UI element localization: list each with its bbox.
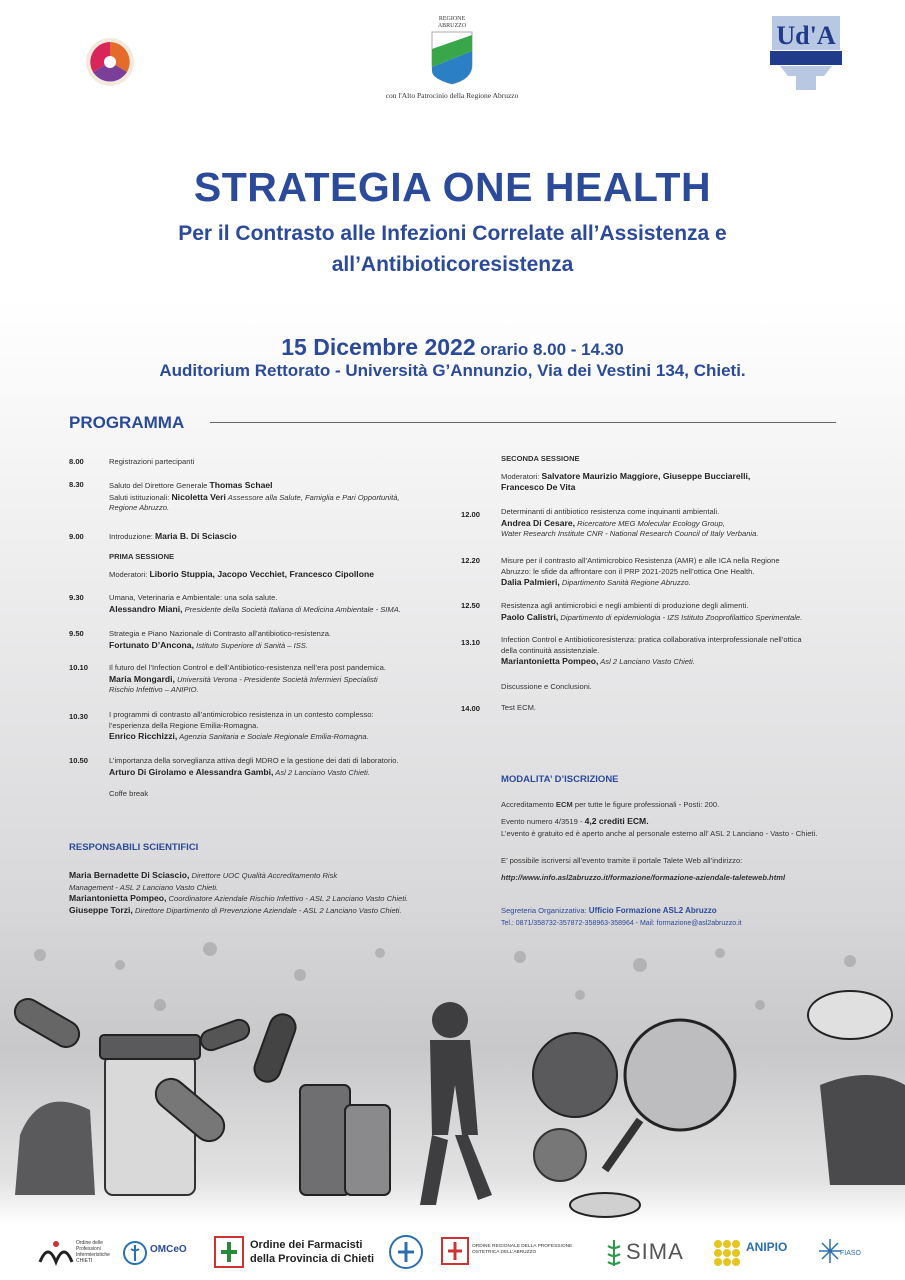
time-12-00: 12.00: [461, 510, 481, 519]
speaker-name: Enrico Ricchizzi,: [109, 731, 178, 741]
speaker-name: Maria Mongardi,: [109, 673, 175, 684]
program-item: [109, 629, 331, 651]
segreteria: [501, 906, 717, 917]
speaker-affiliation: Rischio Infettivo – ANIPIO.: [109, 685, 199, 694]
program-text: Umana, Veterinaria e Ambientale: una sola salute.: [109, 593, 278, 602]
program-text: Saluti istituzionali:: [109, 492, 172, 502]
program-item: [501, 601, 802, 623]
program-item: [501, 507, 758, 540]
program-text: I programmi di contrasto all’antimicrobico resistenza in un contesto complesso:: [109, 710, 374, 719]
speaker-name: Dalia Palmieri,: [501, 577, 560, 587]
farmacisti-text: [250, 1238, 374, 1266]
time-8-00: 8.00: [69, 457, 84, 466]
time-9-50: 9.50: [69, 629, 84, 638]
speaker-affiliation: Asl 2 Lanciano Vasto Chieti.: [598, 657, 695, 666]
program-text: Infection Control e Antibioticoresistenza: pratica collaborativa interprofessionale nell’ottica: [501, 635, 802, 644]
moderators-names: Francesco De Vita: [501, 482, 576, 492]
speaker-affiliation: Management - ASL 2 Lanciano Vasto Chieti.: [69, 882, 219, 892]
event-time: orario 8.00 - 14.30: [480, 340, 624, 359]
time-10-10: 10.10: [69, 663, 89, 672]
speaker-name: Nicoletta Veri: [171, 491, 226, 502]
program-item: [109, 756, 399, 778]
discussione: Discussione e Conclusioni.: [501, 682, 592, 691]
program-text: Il futuro del l’Infection Control e dell’Antibiotico-resistenza nell’era post pandemica.: [109, 663, 386, 672]
iscrizione-credits: 4,2 crediti ECM.: [584, 816, 649, 826]
speaker-affiliation: Dipartimento di epidemiologia - IZS Istituto Zooprofilattico Sperimentale.: [558, 612, 803, 622]
time-9-30: 9.30: [69, 593, 84, 602]
farmacisti-line: Ordine dei Farmacisti: [250, 1239, 363, 1251]
speaker-affiliation: Istituto Superiore di Sanità – ISS.: [193, 640, 308, 650]
speaker-affiliation: Università Verona - Presidente Società Infermieri Specialisti: [174, 674, 378, 684]
time-12-20: 12.20: [461, 556, 481, 565]
event-date: [0, 334, 905, 361]
speaker-name: Fortunato D’Ancona,: [109, 639, 194, 650]
cow-silhouette-icon: [820, 1075, 905, 1185]
moderators-names: Liborio Stuppia, Jacopo Vecchiet, Francesco Cipollone: [149, 568, 374, 579]
regione-label-1: REGIONE: [438, 16, 466, 22]
uda-logo: [770, 16, 842, 90]
speaker-affiliation: Asl 2 Lanciano Vasto Chieti.: [273, 767, 370, 777]
program-text: Abruzzo: le sfide da affrontare con il PRP 2021-2025 nell’ottica One Health.: [501, 566, 755, 576]
hand-paw-circle-icon: [533, 1033, 617, 1117]
program-item: [109, 663, 386, 696]
speaker-name: Maria Bernadette Di Sciascio,: [69, 870, 190, 880]
one-health-illustration: [0, 935, 905, 1225]
moderators-label: Moderatori:: [501, 471, 542, 481]
program-text: Resistenza agli antimicrobici e negli ambienti di produzione degli alimenti.: [501, 601, 749, 610]
iscrizione-evento: [501, 816, 649, 828]
svg-text:Ud'A: Ud'A: [776, 21, 836, 50]
responsabili-heading: RESPONSABILI SCIENTIFICI: [69, 842, 199, 853]
omceo-logo-icon: [122, 1240, 148, 1271]
medical-seal-icon: [388, 1234, 424, 1275]
moderators-label: Moderatori:: [109, 569, 150, 579]
farmacisti-line: della Provincia di Chieti: [250, 1253, 375, 1265]
speaker-name: Arturo Di Girolamo e Alessandra Gambi,: [109, 766, 274, 777]
farmacisti-logo-icon: [214, 1236, 244, 1273]
program-item: [109, 531, 237, 543]
iscrizione-text: Evento numero 4/3519 -: [501, 817, 585, 826]
time-8-30: 8.30: [69, 480, 84, 489]
speaker-affiliation: Presidente della Società Italiana di Medicina Ambientale - SIMA.: [182, 604, 401, 614]
programma-heading: PROGRAMMA: [69, 413, 185, 432]
program-text: Misure per il contrasto all’Antimicrobico Resistenza (AMR) e alle ICA nella Regione: [501, 556, 780, 565]
speaker-name: Andrea Di Cesare,: [501, 517, 576, 528]
speaker-name: Mariantonietta Pompeo,: [69, 893, 167, 903]
tablet-icon: [808, 991, 892, 1039]
event-venue: Auditorium Rettorato - Università G’Annunzio, Via dei Vestini 134, Chieti.: [159, 361, 746, 380]
session-block: [501, 454, 750, 494]
coffee-break: Coffe break: [109, 789, 149, 798]
speaker-name: Mariantonietta Pompeo,: [501, 656, 599, 666]
page-title: STRATEGIA ONE HEALTH: [193, 164, 712, 210]
sima-text: SIMA: [626, 1239, 684, 1264]
iscrizione-text: Accreditamento: [501, 800, 556, 809]
speaker-name: Giuseppe Torzi,: [69, 904, 133, 915]
iscrizione-text: per tutte le figure professionali - Posti: 200.: [572, 800, 720, 809]
session-title: PRIMA SESSIONE: [109, 552, 175, 561]
speaker-affiliation: Assessore alla Salute, Famiglia e Pari Opportunità,: [225, 492, 400, 502]
anipio-text: ANIPIO: [746, 1240, 788, 1254]
sima-logo-icon: [604, 1238, 624, 1273]
ostetrica-text: ORDINE REGIONALE DELLA PROFESSIONE OSTETRICA DELL’ABRUZZO: [472, 1244, 573, 1255]
speaker-name: Thomas Schael: [209, 480, 273, 490]
time-10-50: 10.50: [69, 756, 89, 765]
time-10-30: 10.30: [69, 712, 89, 721]
moderators-names: Salvatore Maurizio Maggiore, Giuseppe Bucciarelli,: [541, 470, 751, 481]
iscrizione-text: L’evento è gratuito ed è aperto anche al personale esterno all’ ASL 2 Lanciano - Vasto - Chieti.: [501, 829, 818, 838]
fiaso-text: FIASO: [840, 1250, 862, 1257]
regione-label-2: ABRUZZO: [437, 23, 467, 29]
opi-logo-icon: [38, 1238, 74, 1271]
test-ecm: Test ECM.: [501, 703, 537, 712]
segreteria-label: Segreteria Organizzativa:: [501, 906, 589, 915]
speaker-affiliation: Direttore UOC Qualità Accreditamento Risk: [189, 871, 338, 880]
time-12-50: 12.50: [461, 601, 481, 610]
time-13-10: 13.10: [461, 638, 481, 647]
magnifier-icon: [625, 1020, 735, 1130]
program-item: [501, 635, 802, 668]
anipio-logo-icon: [712, 1238, 742, 1273]
speaker-affiliation: Ricercatore MEG Molecular Ecology Group,: [575, 518, 725, 528]
event-date-main: 15 Dicembre 2022: [281, 334, 476, 360]
program-text: Strategia e Piano Nazionale di Contrasto all’antibiotico-resistenza.: [109, 629, 332, 638]
program-text: L’importanza della sorveglianza attiva degli MDRO e la gestione dei dati di laboratorio.: [109, 756, 399, 765]
iscrizione-url-link[interactable]: http://www.info.asl2abruzzo.it/formazione/formazione-aziendale-taleteweb.html: [501, 873, 786, 882]
session-title: SECONDA SESSIONE: [501, 454, 580, 463]
iscrizione-text: E’ possibile iscriversi all’evento tramite il portale Talete Web all’indirizzo:: [501, 856, 743, 865]
iscrizione-ecm: [501, 800, 719, 811]
segreteria-contacts[interactable]: Tel.: 0871/358732-357872-358963-358964 - Mail: formazione@asl2abruzzo.it: [501, 920, 742, 927]
program-text: Introduzione:: [109, 532, 156, 541]
opi-text: Ordine delle Professioni Infermieristiche CHIETI: [76, 1240, 110, 1264]
time-9-00: 9.00: [69, 532, 84, 541]
speaker-name: Paolo Calistri,: [501, 611, 559, 622]
speaker-affiliation: Agenzia Sanitaria e Sociale Regionale Emilia-Romagna.: [177, 732, 369, 741]
program-text: Determinanti di antibiotico resistenza come inquinanti ambientali.: [501, 507, 720, 516]
responsabili-list: [69, 870, 408, 916]
iscrizione-text: ECM: [555, 800, 573, 809]
speaker-name: Alessandro Miani,: [109, 603, 183, 614]
time-14-00: 14.00: [461, 704, 481, 713]
patrocinio-text: con l'Alto Patrocinio della Regione Abruzzo: [385, 91, 519, 100]
program-item: Registrazioni partecipanti: [109, 457, 195, 466]
page-subtitle: Per il Contrasto alle Infezioni Correlate all’Assistenza e all’Antibioticoresistenza: [178, 222, 727, 276]
program-text: della continuità assistenziale.: [501, 645, 600, 655]
speaker-affiliation: Dipartimento Sanità Regione Abruzzo.: [559, 578, 691, 587]
fiaso-logo-icon: [818, 1238, 842, 1269]
virus-icon: [534, 1129, 586, 1181]
program-text: Saluto del Direttore Generale: [109, 481, 210, 490]
speaker-affiliation: Direttore Dipartimento di Prevenzione Aziendale - ASL 2 Lanciano Vasto Chieti.: [132, 905, 402, 915]
program-text: l’esperienza della Regione Emilia-Romagna.: [109, 720, 259, 730]
asl2-logo: [64, 16, 156, 108]
speaker-affiliation: Coordinatore Aziendale Rischio Infettivo - ASL 2 Lanciano Vasto Chieti.: [166, 894, 409, 903]
child-silhouette-icon: [420, 1002, 492, 1205]
session-block: [109, 552, 374, 580]
dog-silhouette-icon: [15, 1102, 95, 1195]
program-item: [109, 593, 401, 615]
omceo-text: OMCeO: [150, 1244, 187, 1255]
ostetrica-logo-icon: [440, 1236, 470, 1271]
program-item: [501, 556, 780, 589]
speaker-affiliation: Water Research Institute CNR - National Research Council of Italy Verbania.: [501, 529, 759, 538]
regione-abruzzo-shield-icon: [431, 31, 473, 85]
programma-divider: [210, 422, 836, 423]
speaker-name: Maria B. Di Sciascio: [155, 531, 237, 541]
iscrizione-heading: MODALITA’ D’ISCRIZIONE: [501, 774, 619, 785]
program-item: [109, 480, 400, 514]
segreteria-name: Ufficio Formazione ASL2 Abruzzo: [588, 906, 717, 915]
program-item: [109, 710, 374, 743]
speaker-affiliation: Regione Abruzzo.: [109, 503, 170, 512]
